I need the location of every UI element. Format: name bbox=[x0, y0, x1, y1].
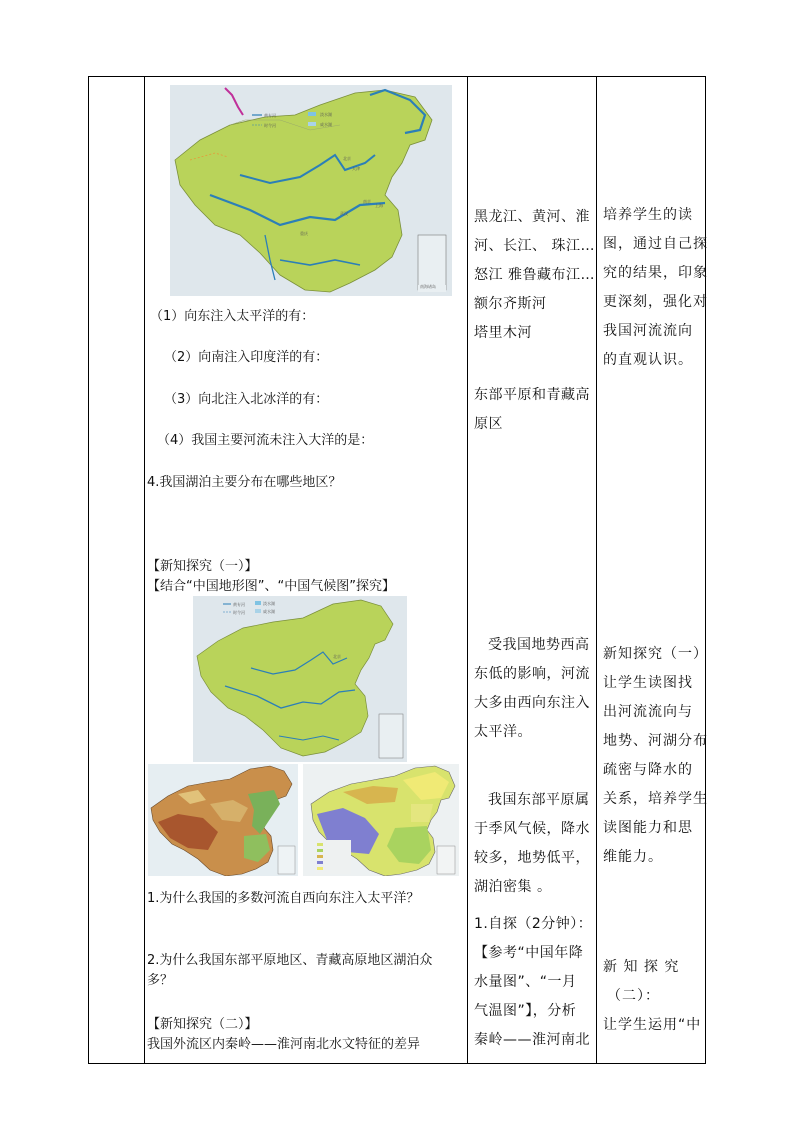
china-rivers-map-small bbox=[193, 596, 407, 762]
question-why-lakes-line1: 2.为什么我国东部平原地区、青藏高原地区湖泊众 bbox=[147, 953, 433, 968]
answer-line: 东低的影响，河流 bbox=[474, 666, 590, 682]
svg-text:上海: 上海 bbox=[375, 203, 383, 208]
svg-text:咸水湖: 咸水湖 bbox=[263, 609, 275, 614]
goal-line: 培养学生的读 bbox=[603, 207, 693, 223]
explore2-title: 【新知探究（二）】 bbox=[147, 1017, 258, 1032]
svg-text:武汉: 武汉 bbox=[340, 211, 348, 216]
answer-explore1-b bbox=[474, 786, 590, 902]
svg-text:南海诸岛: 南海诸岛 bbox=[420, 284, 436, 289]
svg-text:淡水湖: 淡水湖 bbox=[263, 601, 275, 606]
svg-text:黄专河: 黄专河 bbox=[233, 602, 245, 607]
column-divider bbox=[596, 77, 597, 1063]
goal-line: 关系，培养学生 bbox=[603, 791, 708, 807]
answer-line: 水量图”、“一月 bbox=[474, 974, 577, 990]
goal-line: 让学生运用“中 bbox=[603, 1017, 702, 1033]
china-rivers-map bbox=[170, 85, 452, 296]
answer-line: 额尔齐斯河 bbox=[474, 296, 547, 312]
china-terrain-map-graphic bbox=[148, 764, 298, 876]
explore1-subtitle: 【结合“中国地形图”、“中国气候图”探究】 bbox=[147, 579, 395, 594]
goal-line: 更深刻，强化对 bbox=[603, 294, 708, 310]
answer-line: 东部平原和青藏高 bbox=[474, 387, 590, 403]
answer-line: 气温图”】，分析 bbox=[474, 1003, 577, 1019]
question-pacific: （1）向东注入太平洋的有： bbox=[150, 309, 315, 324]
answer-explore1-a bbox=[474, 631, 590, 747]
column-divider bbox=[144, 77, 145, 1063]
answer-self-explore bbox=[474, 910, 592, 1055]
answer-line: 秦岭——淮河南北 bbox=[474, 1032, 590, 1048]
answer-rivers bbox=[474, 203, 595, 348]
column-divider bbox=[467, 77, 468, 1063]
svg-text:重庆: 重庆 bbox=[300, 231, 308, 236]
svg-text:黄专河: 黄专河 bbox=[264, 113, 276, 118]
explore2-subtitle: 我国外流区内秦岭——淮河南北水文特征的差异 bbox=[147, 1037, 421, 1052]
question-lakes: 4.我国湖泊主要分布在哪些地区？ bbox=[147, 475, 342, 490]
svg-text:北京: 北京 bbox=[333, 654, 341, 659]
answer-line: 塔里木河 bbox=[474, 325, 532, 341]
goal-line: 究的结果，印象 bbox=[603, 265, 708, 281]
goal-line: （二）： bbox=[607, 988, 660, 1004]
goal-reading-map bbox=[603, 201, 708, 375]
goal-line: 的直观认识。 bbox=[603, 352, 693, 368]
question-why-east: 1.为什么我国的多数河流自西向东注入太平洋？ bbox=[147, 891, 420, 906]
goal-line: 地势、河湖分布 bbox=[603, 733, 708, 749]
goal-line: 新 知 探 究 bbox=[603, 959, 680, 975]
goal-line: 读图能力和思 bbox=[603, 820, 693, 836]
answer-line: 于季风气候，降水 bbox=[474, 821, 590, 837]
svg-text:时令河: 时令河 bbox=[264, 123, 276, 128]
goal-line: 疏密与降水的 bbox=[603, 762, 693, 778]
goal-line: 出河流流向与 bbox=[603, 704, 693, 720]
answer-line: 1.自探（2分钟）： bbox=[474, 916, 593, 932]
question-indian: （2）向南注入印度洋的有： bbox=[164, 350, 329, 365]
question-arctic: （3）向北注入北冰洋的有： bbox=[164, 392, 329, 407]
question-why-lakes-line2: 多？ bbox=[147, 973, 174, 988]
svg-text:咸水湖: 咸水湖 bbox=[320, 122, 332, 127]
goal-line: 新知探究（一） bbox=[603, 646, 708, 662]
china-climate-map-graphic bbox=[303, 764, 459, 876]
answer-line: 较多，地势低平， bbox=[474, 850, 590, 866]
explore1-title: 【新知探究（一）】 bbox=[147, 559, 258, 574]
goal-explore2 bbox=[603, 953, 701, 1040]
answer-line: 河、长江、 珠江… bbox=[474, 238, 595, 254]
question-inland: （4）我国主要河流未注入大洋的是： bbox=[157, 433, 374, 448]
goal-line: 我国河流流向 bbox=[603, 323, 693, 339]
answer-line: 受我国地势西高 bbox=[488, 637, 590, 653]
svg-text:时令河: 时令河 bbox=[233, 610, 245, 615]
goal-explore1 bbox=[603, 640, 708, 872]
answer-line: 大多由西向东注入 bbox=[474, 695, 590, 711]
answer-line: 原区 bbox=[474, 416, 503, 432]
svg-text:南京: 南京 bbox=[363, 199, 371, 204]
answer-line: 湖泊密集 。 bbox=[474, 879, 552, 895]
answer-line: 我国东部平原属 bbox=[488, 792, 590, 808]
answer-line: 黑龙江、黄河、淮 bbox=[474, 209, 590, 225]
svg-text:天津: 天津 bbox=[352, 166, 360, 171]
svg-text:淡水湖: 淡水湖 bbox=[320, 112, 332, 117]
china-climate-map bbox=[303, 764, 459, 876]
answer-line: 太平洋。 bbox=[474, 724, 532, 740]
goal-line: 图，通过自己探 bbox=[603, 236, 708, 252]
china-terrain-map bbox=[148, 764, 298, 876]
goal-line: 让学生读图找 bbox=[603, 675, 693, 691]
china-rivers-map-small-graphic bbox=[193, 596, 407, 762]
answer-line: 怒江 雅鲁藏布江… bbox=[474, 267, 595, 283]
answer-line: 【参考“中国年降 bbox=[474, 945, 584, 961]
goal-line: 维能力。 bbox=[603, 849, 663, 865]
answer-lake-regions bbox=[474, 381, 590, 439]
china-rivers-map-graphic bbox=[170, 85, 452, 296]
svg-text:北京: 北京 bbox=[343, 156, 351, 161]
